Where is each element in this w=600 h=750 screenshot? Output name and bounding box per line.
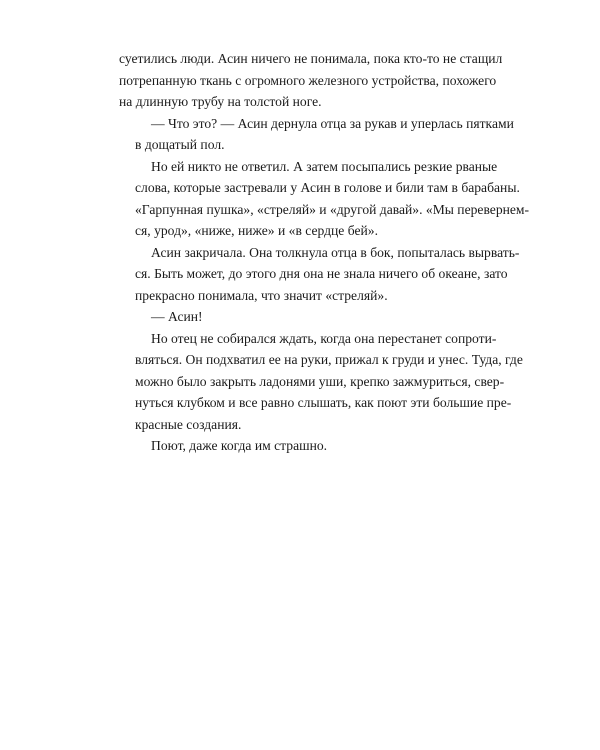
paragraph	[119, 328, 523, 436]
text-line: слова, которые застревали у Асин в голове и били там в барабаны.	[135, 180, 520, 195]
text-line: — Что это? — Асин дернула отца за рукав и уперлась пятками	[151, 115, 514, 131]
text-line: на длинную трубу на толстой ноге.	[119, 94, 322, 109]
text-line: Но ей никто не ответил. А затем посыпались резкие рваные	[151, 158, 498, 174]
body-text	[119, 48, 530, 457]
text-line: «Гарпунная пушка», «стреляй» и «другой давай». «Мы перевернем-	[135, 201, 530, 217]
text-line: Поют, даже когда им страшно.	[151, 438, 328, 453]
paragraph	[119, 242, 520, 307]
paragraph	[119, 113, 514, 156]
text-line: Но отец не собирался ждать, когда она перестанет сопроти-	[151, 330, 497, 346]
text-line: красные создания.	[135, 416, 242, 432]
text-line: Асин закричала. Она толкнула отца в бок, попыталась вырвать-	[151, 244, 520, 260]
paragraph	[119, 48, 503, 113]
text-line: потрепанную ткань с огромного железного устройства, похожего	[119, 72, 497, 88]
text-line: — Асин!	[151, 309, 203, 324]
text-line: вляться. Он подхватил ее на руки, прижал к груди и унес. Туда, где	[135, 352, 523, 367]
paragraph	[119, 306, 482, 328]
text-line: суетились люди. Асин ничего не понимала, пока кто-то не стащил	[119, 51, 503, 66]
text-line: ся, урод», «ниже, ниже» и «в сердце бей».	[135, 223, 378, 238]
text-line: нуться клубком и все равно слышать, как поют эти большие пре-	[135, 395, 512, 410]
paragraph	[119, 435, 482, 457]
text-line: прекрасно понимала, что значит «стреляй».	[135, 287, 388, 303]
text-line: ся. Быть может, до этого дня она не знала ничего об океане, зато	[135, 266, 508, 281]
text-line: в дощатый пол.	[135, 137, 225, 152]
text-line: можно было закрыть ладонями уши, крепко зажмуриться, свер-	[135, 373, 505, 389]
paragraph	[119, 156, 530, 242]
